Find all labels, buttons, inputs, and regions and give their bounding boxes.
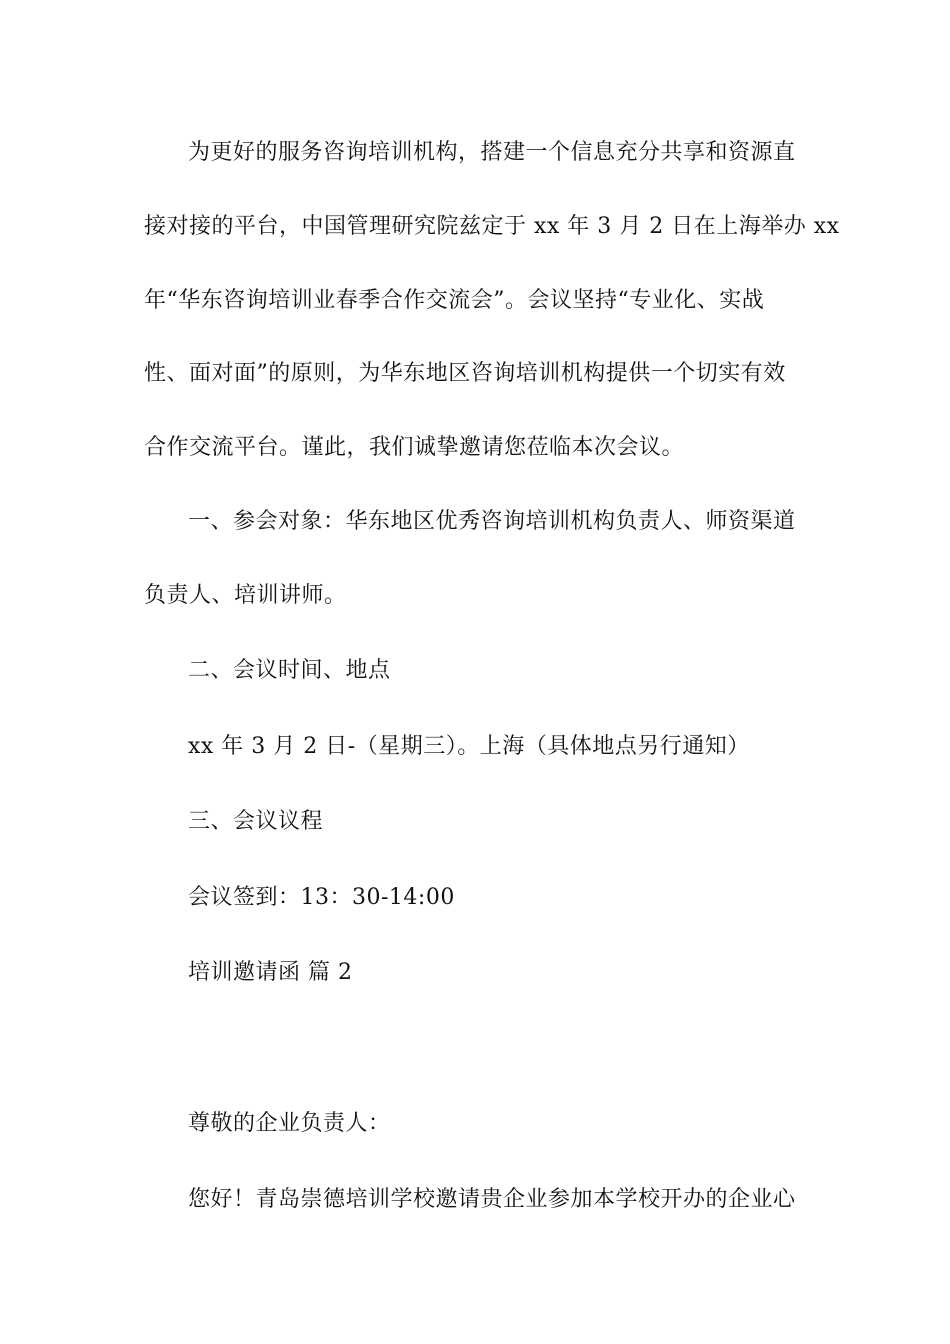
greeting-line: 尊敬的企业负责人： xyxy=(188,1111,391,1136)
paragraph-line: 接对接的平台，中国管理研究院兹定于 xx 年 3 月 2 日在上海举办 xx xyxy=(144,214,840,239)
section-heading: 三、会议议程 xyxy=(188,809,324,834)
section-title: 培训邀请函 篇 2 xyxy=(188,960,353,985)
section-heading: 二、会议时间、地点 xyxy=(188,658,391,683)
paragraph-line: 您好！青岛崇德培训学校邀请贵企业参加本学校开办的企业心 xyxy=(188,1187,796,1212)
paragraph-line: 性、面对面”的原则，为华东地区咨询培训机构提供一个切实有效 xyxy=(144,361,786,386)
section-detail: 会议签到：13：30-14:00 xyxy=(188,885,455,910)
list-item-line: 负责人、培训讲师。 xyxy=(144,583,347,608)
paragraph-line: 为更好的服务咨询培训机构，搭建一个信息充分共享和资源直 xyxy=(188,140,796,165)
section-detail: xx 年 3 月 2 日-（星期三）。上海（具体地点另行通知） xyxy=(188,734,750,759)
paragraph-line: 年“华东咨询培训业春季合作交流会”。会议坚持“专业化、实战 xyxy=(144,288,765,313)
paragraph-line: 合作交流平台。谨此，我们诚挚邀请您莅临本次会议。 xyxy=(144,435,685,460)
list-item-line: 一、参会对象：华东地区优秀咨询培训机构负责人、师资渠道 xyxy=(188,509,796,534)
